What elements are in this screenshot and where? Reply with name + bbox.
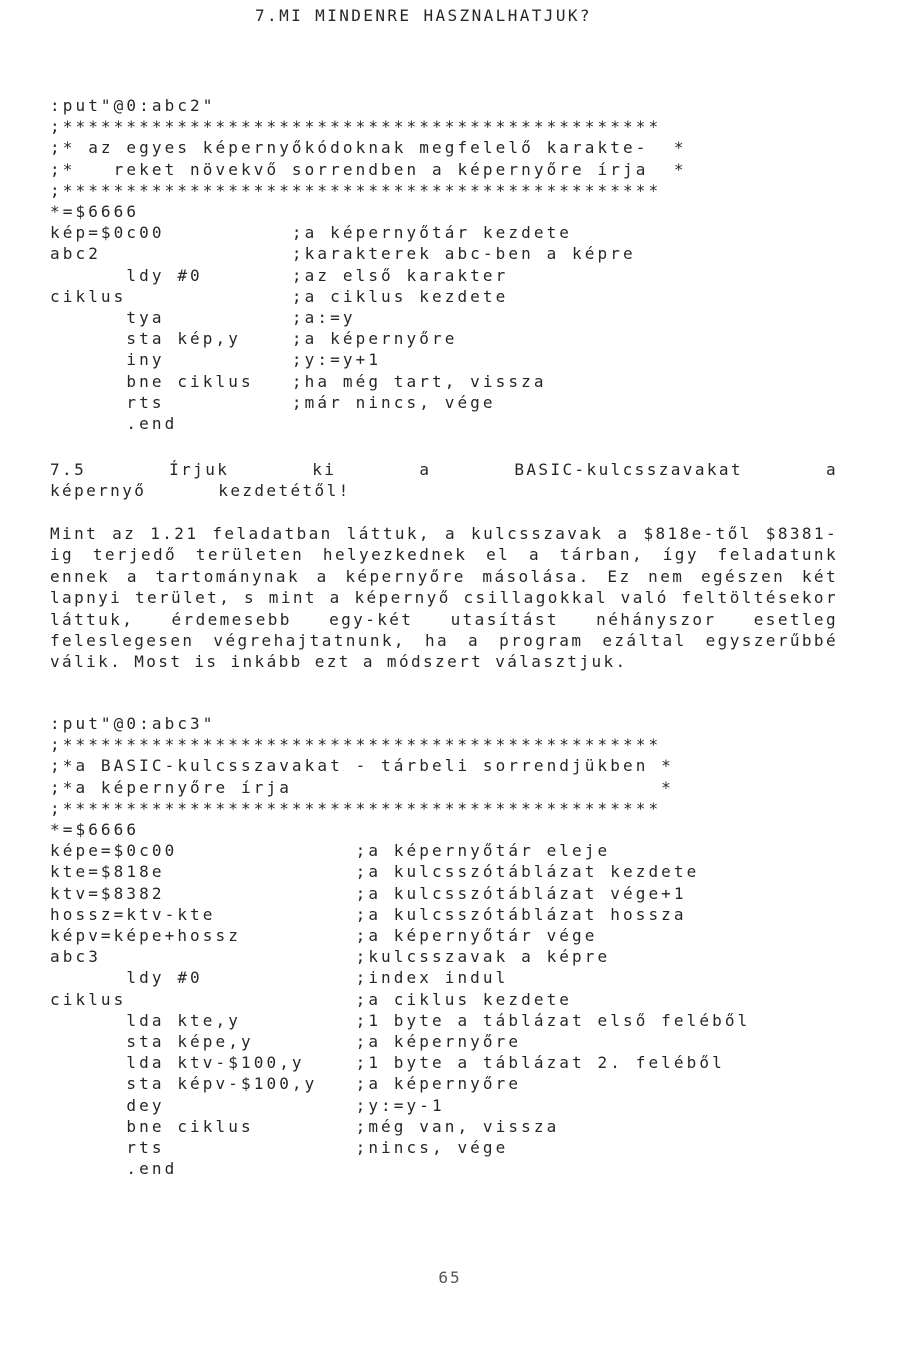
body-paragraph: Mint az 1.21 feladatban láttuk, a kulcsszavak a $818e-től $8381-ig terjedő területen helyezkednek el a tárban, így feladatunk ennek a tartománynak a képernyőre másolása. Ez nem egészen két lapnyi terület, s mint a képernyő csillagokkal való feltöltésekor láttuk, érdemesebb egy-két utasítást néhányszor esetleg feleslegesen végrehajtatnunk, ha a program ezáltal egyszerűbbé válik. Most is inkább ezt a módszert választjuk. bbox=[50, 524, 838, 672]
code-listing-abc3: :put"@0:abc3" ;*********************************************** ;*a BASIC-kulcsszavakat - tárbeli sorrendjükben * ;*a képernyőre írja * ;*********************************************** *=$6666 képe=$0c00 ;a képernyőtár eleje kte=$818e ;a kulcsszótáblázat kezdete ktv=$8382 ;a kulcsszótáblázat vége+1 hossz=ktv-kte ;a kulcsszótáblázat hossza képv=képe+hossz ;a képernyőtár vége abc3 ;kulcsszavak a képre ldy #0 ;index indul ciklus ;a ciklus kezdete lda kte,y ;1 byte a táblázat első feléből sta képe,y ;a képernyőre lda ktv-$100,y ;1 byte a táblázat 2. feléből sta képv-$100,y ;a képernyőre dey ;y:=y-1 bne ciklus ;még van, vissza rts ;nincs, vége .end bbox=[50, 714, 751, 1179]
page-number: 65 bbox=[438, 1268, 462, 1287]
page-title: 7.MI MINDENRE HASZNALHATJUK? bbox=[255, 6, 592, 25]
code-listing-abc2: :put"@0:abc2" ;*********************************************** ;* az egyes képernyőkódoknak megfelelő karakte- * ;* reket növekvő sorrendben a képernyőre írja * ;*********************************************** *=$6666 kép=$0c00 ;a képernyőtár kezdete abc2 ;karakterek abc-ben a képre ldy #0 ;az első karakter ciklus ;a ciklus kezdete tya ;a:=y sta kép,y ;a képernyőre iny ;y:=y+1 bne ciklus ;ha még tart, vissza rts ;már nincs, vége .end bbox=[50, 96, 687, 434]
section-heading: 7.5 Írjuk ki a BASIC-kulcsszavakat a képernyő kezdetétől! bbox=[50, 460, 838, 501]
